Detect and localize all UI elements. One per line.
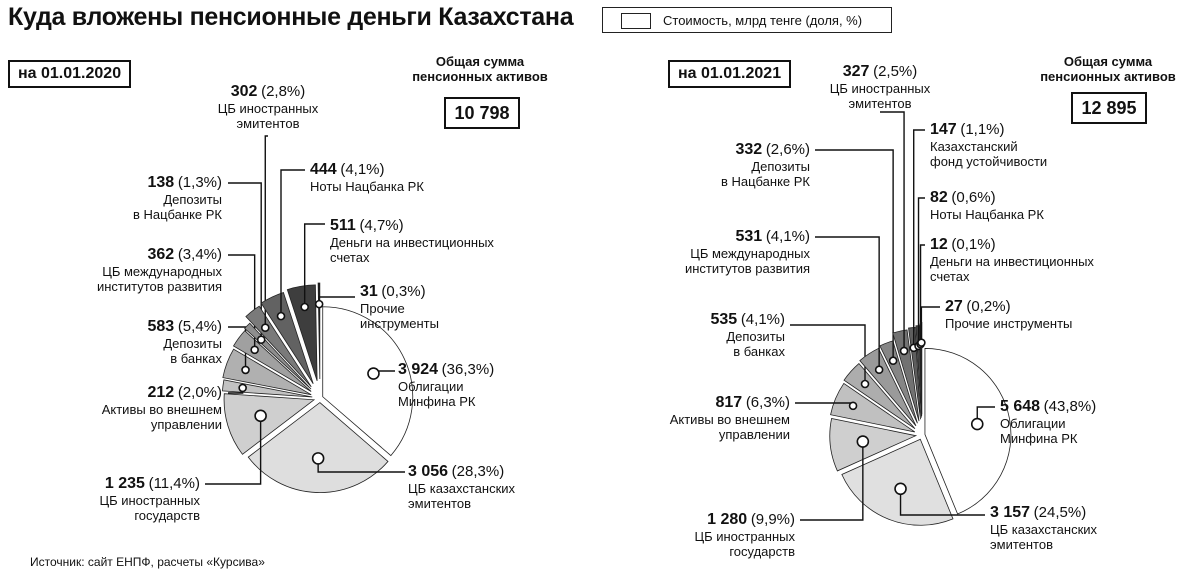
value-text: 3 056: [408, 463, 449, 480]
value-text: 511: [330, 217, 356, 234]
slice-marker: [857, 436, 868, 447]
slice-value: [710, 312, 785, 327]
value-text: 1 280: [707, 511, 748, 528]
percent-text: (1,1%): [960, 121, 1005, 138]
value-text: 147: [930, 121, 957, 138]
value-text: 138: [147, 174, 175, 191]
category-label: Минфина РК: [398, 394, 476, 409]
slice-marker: [313, 453, 324, 464]
slice-value: [1000, 399, 1096, 414]
category-label: фонд устойчивости: [930, 154, 1048, 169]
leader-line: [880, 112, 904, 351]
percent-text: (0,2%): [966, 298, 1011, 315]
slice-marker: [850, 402, 857, 409]
slice-label: [930, 190, 1044, 222]
slice-value: [97, 247, 222, 262]
leader-line: [319, 297, 355, 304]
slice-label: [360, 284, 439, 331]
slice-value: [133, 175, 222, 190]
slice-label: [694, 512, 795, 559]
slice-value: [930, 122, 1047, 137]
category-label: ЦБ иностранных: [694, 529, 795, 544]
value-text: 31: [360, 283, 378, 300]
percent-text: (2,8%): [261, 83, 306, 100]
slice-label: [408, 464, 515, 511]
slice-label: [147, 319, 222, 366]
slice-marker: [972, 419, 983, 430]
category-label: эмитентов: [236, 116, 300, 131]
leader-line: [914, 130, 925, 348]
slice-marker: [239, 384, 246, 391]
category-label: государств: [134, 508, 200, 523]
slice-marker: [316, 301, 323, 308]
category-label: Активы во внешнем: [101, 402, 222, 417]
slice-value: [360, 284, 439, 299]
percent-text: (4,1%): [340, 161, 385, 178]
slice-label: [685, 229, 810, 276]
category-label: Ноты Нацбанка РК: [930, 207, 1044, 222]
percent-text: (4,7%): [359, 217, 404, 234]
category-label: институтов развития: [96, 279, 222, 294]
slice-label: [398, 362, 494, 409]
leader-line: [815, 237, 879, 370]
slice-value: [398, 362, 494, 377]
value-text: 12: [930, 236, 948, 253]
category-label: Активы во внешнем: [669, 412, 790, 427]
slice-value: [685, 229, 810, 244]
percent-text: (24,5%): [1033, 504, 1087, 521]
value-text: 212: [147, 384, 175, 401]
source-note: Источник: сайт ЕНПФ, расчеты «Курсива»: [30, 555, 265, 569]
slice-label: [721, 142, 810, 189]
slice-label: [99, 476, 200, 523]
category-label: Минфина РК: [1000, 431, 1078, 446]
category-label: ЦБ казахстанских: [990, 522, 1098, 537]
value-text: 1 235: [104, 475, 145, 492]
category-label: ЦБ иностранных: [829, 81, 931, 96]
slice-marker: [278, 313, 285, 320]
leader-line: [921, 307, 940, 343]
category-label: счетах: [330, 250, 370, 265]
slice-value: [990, 505, 1097, 520]
slice-label: [102, 385, 222, 432]
slice-label: [97, 247, 222, 294]
slice-value: [721, 142, 810, 157]
category-label: ЦБ иностранных: [217, 101, 319, 116]
category-label: Облигации: [398, 379, 464, 394]
value-text: 817: [715, 394, 743, 411]
value-text: 531: [735, 228, 763, 245]
value-text: 82: [930, 189, 948, 206]
category-label: управлении: [718, 427, 790, 442]
percent-text: (43,8%): [1043, 398, 1097, 415]
slice-label: [310, 162, 424, 194]
category-label: Ноты Нацбанка РК: [310, 179, 424, 194]
slice-label: [710, 312, 785, 359]
total-value-2020: 10 798: [444, 97, 520, 129]
percent-text: (6,3%): [745, 394, 790, 411]
category-label: эмитентов: [408, 496, 471, 511]
slice-label: [670, 395, 790, 442]
slice-value: [147, 319, 222, 334]
percent-text: (4,1%): [740, 311, 785, 328]
slice-value: [408, 464, 515, 479]
leader-line: [815, 150, 893, 361]
category-label: Депозиты: [751, 159, 810, 174]
slice-value: [670, 395, 790, 410]
percent-text: (4,1%): [765, 228, 810, 245]
chart-title: Куда вложены пенсионные деньги Казахстана: [8, 3, 574, 31]
percent-text: (3,4%): [177, 246, 222, 263]
slice-marker: [262, 324, 269, 331]
category-label: Деньги на инвестиционных: [330, 235, 494, 250]
category-label: Депозиты: [163, 192, 222, 207]
slice-marker: [895, 483, 906, 494]
value-text: 535: [710, 311, 738, 328]
slice-label: [218, 84, 319, 131]
category-label: Казахстанский: [930, 139, 1018, 154]
slice-value: [694, 512, 795, 527]
slice-label: [1000, 399, 1096, 446]
category-label: ЦБ международных: [690, 246, 810, 261]
value-text: 444: [310, 161, 337, 178]
slice-value: [945, 299, 1072, 314]
slice-marker: [876, 366, 883, 373]
category-label: в банках: [733, 344, 785, 359]
slice-label: [830, 64, 931, 111]
value-text: 3 157: [990, 504, 1031, 521]
slice-marker: [368, 368, 379, 379]
slice-marker: [918, 339, 925, 346]
category-label: в Нацбанке РК: [132, 207, 222, 222]
slice-marker: [890, 357, 897, 364]
category-label: Прочие инструменты: [945, 316, 1073, 331]
value-text: 362: [147, 246, 175, 263]
category-label: ЦБ международных: [102, 264, 222, 279]
legend-label: Стоимость, млрд тенге (доля, %): [663, 13, 863, 28]
slice-marker: [258, 336, 265, 343]
percent-text: (0,6%): [951, 189, 996, 206]
category-label: Деньги на инвестиционных: [930, 254, 1094, 269]
category-label: счетах: [930, 269, 970, 284]
value-text: 302: [230, 83, 258, 100]
category-label: ЦБ казахстанских: [408, 481, 516, 496]
category-label: эмитентов: [990, 537, 1053, 552]
value-text: 5 648: [1000, 398, 1041, 415]
category-label: ЦБ иностранных: [99, 493, 200, 508]
category-label: институтов развития: [684, 261, 810, 276]
slice-label: [945, 299, 1072, 331]
category-label: в банках: [170, 351, 222, 366]
slice-value: [930, 190, 1044, 205]
slice-label: [930, 122, 1047, 169]
value-text: 27: [945, 298, 963, 315]
percent-text: (9,9%): [750, 511, 795, 528]
slice-marker: [242, 366, 249, 373]
percent-text: (5,4%): [177, 318, 222, 335]
slice-label: [930, 237, 1094, 284]
value-text: 332: [735, 141, 763, 158]
slice-value: [330, 218, 494, 233]
slice-marker: [251, 346, 258, 353]
total-heading-2021: Общая сумма пенсионных активов: [1040, 54, 1176, 84]
total-heading-2020: Общая сумма пенсионных активов: [412, 54, 548, 84]
category-label: инструменты: [360, 316, 439, 331]
value-text: 3 924: [398, 361, 439, 378]
category-label: Прочие: [360, 301, 405, 316]
percent-text: (0,1%): [951, 236, 996, 253]
category-label: управлении: [150, 417, 222, 432]
slice-marker: [255, 410, 266, 421]
percent-text: (11,4%): [148, 475, 200, 492]
category-label: государств: [729, 544, 795, 559]
slice-marker: [901, 347, 908, 354]
slice-label: [990, 505, 1097, 552]
slice-marker: [862, 380, 869, 387]
category-label: в Нацбанке РК: [720, 174, 810, 189]
value-text: 327: [842, 63, 870, 80]
percent-text: (2,6%): [765, 141, 810, 158]
slice-value: [218, 84, 319, 99]
category-label: эмитентов: [848, 96, 912, 111]
slice-value: [102, 385, 222, 400]
category-label: Депозиты: [163, 336, 222, 351]
slice-value: [830, 64, 931, 79]
percent-text: (28,3%): [451, 463, 505, 480]
slice-value: [99, 476, 200, 491]
percent-text: (36,3%): [441, 361, 495, 378]
value-text: 583: [147, 318, 175, 335]
slice-value: [310, 162, 424, 177]
percent-text: (2,5%): [873, 63, 918, 80]
slice-value: [930, 237, 1094, 252]
slice-marker: [301, 303, 308, 310]
slice-label: [133, 175, 222, 222]
percent-text: (1,3%): [177, 174, 222, 191]
date-badge-2021: на 01.01.2021: [668, 60, 791, 88]
percent-text: (0,3%): [381, 283, 426, 300]
date-badge-2020: на 01.01.2020: [8, 60, 131, 88]
slice-label: [330, 218, 494, 265]
category-label: Облигации: [1000, 416, 1066, 431]
category-label: Депозиты: [726, 329, 785, 344]
total-value-2021: 12 895: [1071, 92, 1147, 124]
percent-text: (2,0%): [177, 384, 222, 401]
